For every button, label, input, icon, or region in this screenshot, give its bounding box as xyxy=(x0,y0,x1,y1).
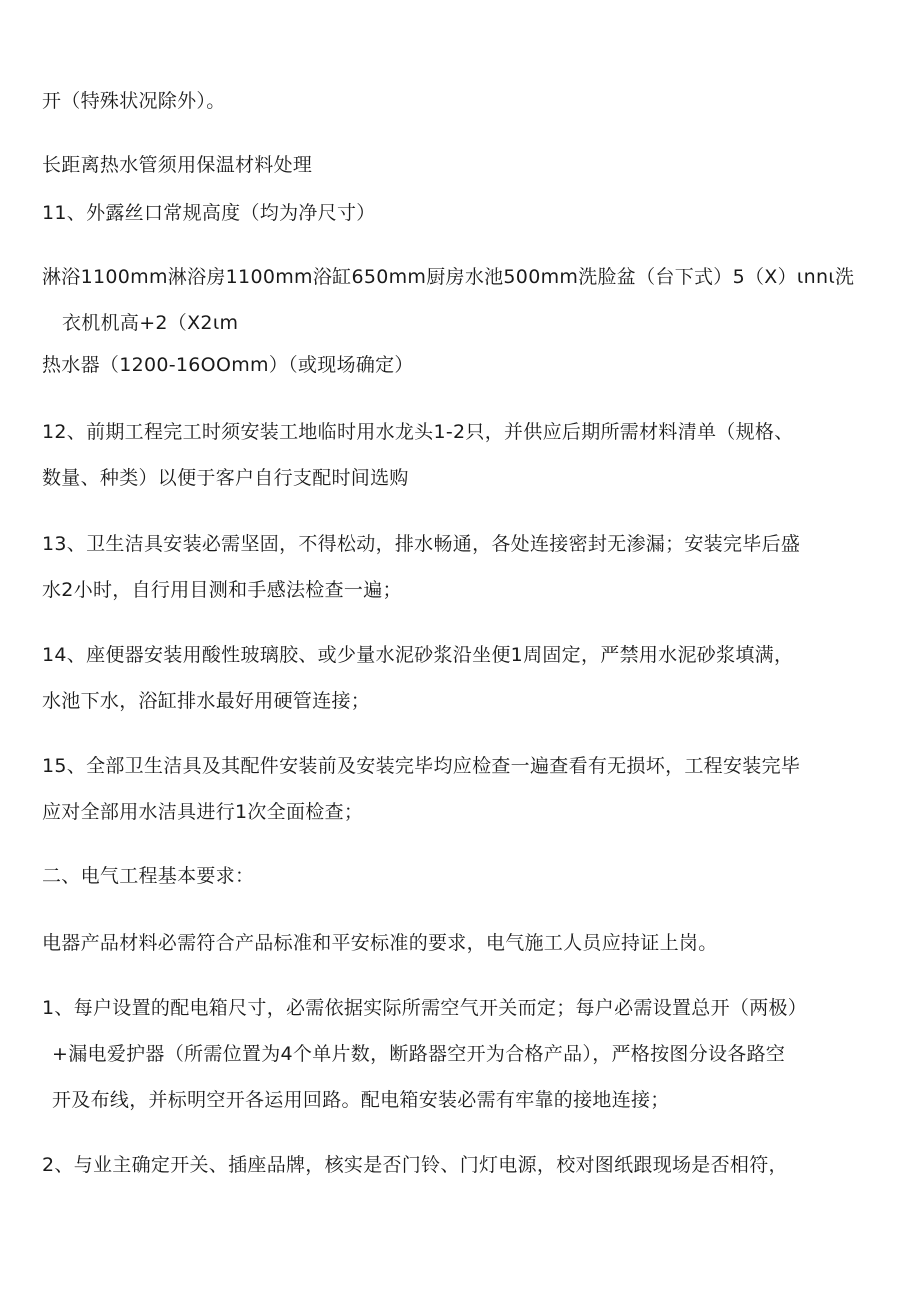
item-heading-2: 2、与业主确定开关、插座品牌，核实是否门铃、门灯电源，校对图纸跟现场是否相符， xyxy=(42,1154,788,1176)
text-line: 热水器（1200-16OOmm）（或现场确定） xyxy=(42,354,414,376)
text-line: 数量、种类）以便于客户自行支配时间选购 xyxy=(42,467,409,489)
section-heading-15: 15、全部卫生洁具及其配件安装前及安装完毕均应检查一遍查看有无损坏，工程安装完毕 xyxy=(42,755,801,777)
chapter-heading-electrical: 二、电气工程基本要求： xyxy=(42,865,255,887)
text-line: 长距离热水管须用保温材料处理 xyxy=(42,154,313,176)
text-line: 电器产品材料必需符合产品标准和平安标准的要求，电气施工人员应持证上岗。 xyxy=(42,932,718,954)
text-line: 衣机机高+2（X2ιm xyxy=(62,312,239,334)
text-line: 应对全部用水洁具进行1次全面检查； xyxy=(42,801,364,823)
section-heading-12: 12、前期工程完工时须安装工地临时用水龙头1-2只，并供应后期所需材料清单（规格、 xyxy=(42,421,794,443)
text-line: 淋浴1100mm淋浴房1100mm浴缸650mm厨房水池500mm洗脸盆（台下式）5（X）ιnnι洗 xyxy=(42,266,855,288)
text-line: +漏电爱护器（所需位置为4个单片数，断路器空开为合格产品），严格按图分设各路空 xyxy=(52,1043,786,1065)
item-heading-1: 1、每户设置的配电箱尺寸，必需依据实际所需空气开关而定；每户必需设置总开（两极） xyxy=(42,997,808,1019)
section-heading-13: 13、卫生洁具安装必需坚固，不得松动，排水畅通，各处连接密封无渗漏；安装完毕后盛 xyxy=(42,533,801,555)
text-line: 开及布线，并标明空开各运用回路。配电箱安装必需有牢靠的接地连接； xyxy=(52,1089,670,1111)
text-line: 开（特殊状况除外）。 xyxy=(42,90,226,112)
section-heading-14: 14、座便器安装用酸性玻璃胶、或少量水泥砂浆沿坐便1周固定，严禁用水泥砂浆填满， xyxy=(42,644,794,666)
text-line: 水2小时，自行用目测和手感法检查一遍； xyxy=(42,579,402,601)
text-line: 水池下水，浴缸排水最好用硬管连接； xyxy=(42,690,371,712)
section-heading-11: 11、外露丝口常规高度（均为净尺寸） xyxy=(42,202,376,224)
